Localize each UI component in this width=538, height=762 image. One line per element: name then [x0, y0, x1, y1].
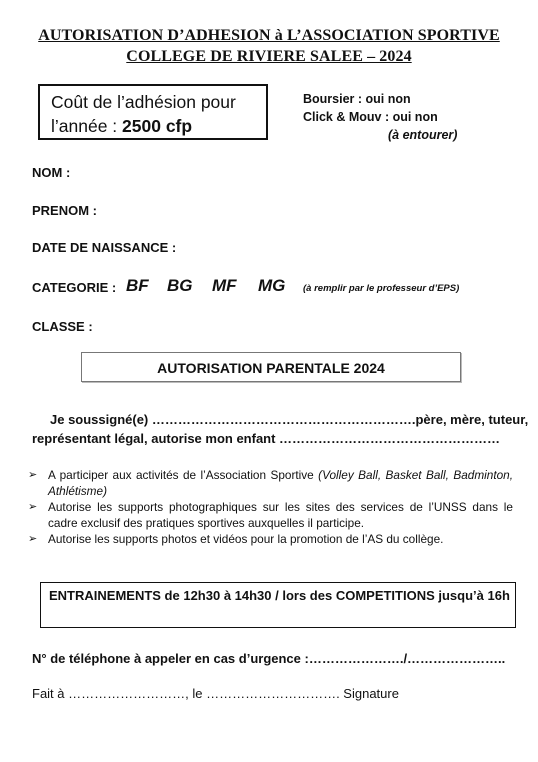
categorie-label: CATEGORIE :	[32, 280, 117, 295]
document-subtitle: COLLEGE DE RIVIERE SALEE – 2024	[126, 48, 412, 65]
categorie-option-mf[interactable]: MF	[212, 276, 237, 295]
training-schedule-box: ENTRAINEMENTS de 12h30 à 14h30 / lors des COMPETITIONS jusqu’à 16h	[40, 582, 516, 628]
emergency-phone-line: N° de téléphone à appeler en cas d’urgence :…………………./…………………..	[32, 651, 506, 666]
click-mouv-option[interactable]: Click & Mouv : oui non	[303, 110, 438, 124]
circle-note: (à entourer)	[388, 128, 458, 142]
date-naissance-label: DATE DE NAISSANCE :	[32, 240, 177, 255]
parental-authorization-heading: AUTORISATION PARENTALE 2024	[81, 352, 461, 382]
parental-line-2: représentant légal, autorise mon enfant ……………………………………………	[32, 431, 501, 446]
cost-line-2	[51, 114, 266, 138]
categorie-option-bf[interactable]: BF	[126, 276, 149, 295]
prenom-label: PRENOM :	[32, 203, 97, 218]
cost-line-1: Coût de l’adhésion pour	[51, 92, 236, 112]
signature-line: Fait à ………………………, le …………………………. Signature	[32, 686, 399, 701]
arrow-bullet-icon: ➢	[28, 501, 38, 513]
categorie-option-bg[interactable]: BG	[167, 276, 193, 295]
cost-line-2-prefix: l’année :	[51, 116, 123, 136]
document-title: AUTORISATION D’ADHESION à L’ASSOCIATION SPORTIVE	[38, 27, 500, 44]
list-item	[28, 467, 513, 499]
authorization-list	[28, 467, 513, 547]
bullet-text: Autorise les supports photos et vidéos pour la promotion de l’AS du collège.	[48, 532, 444, 546]
categorie-option-mg[interactable]: MG	[258, 276, 286, 295]
boursier-option[interactable]: Boursier : oui non	[303, 92, 411, 106]
classe-label: CLASSE :	[32, 319, 93, 334]
nom-label: NOM :	[32, 165, 71, 180]
parental-line-1: Je soussigné(e) …………………………………………………….père, mère, tuteur,	[50, 412, 529, 427]
membership-cost-box	[38, 84, 268, 140]
bullet-text: Autorise les supports photographiques sur les sites des services de l’UNSS dans le cadre exclusif des pratiques sportives auxquelles il participe.	[48, 500, 513, 530]
categorie-note: (à remplir par le professeur d’EPS)	[303, 283, 460, 294]
cost-amount: 2500 cfp	[122, 116, 193, 136]
list-item	[28, 499, 513, 531]
list-item	[28, 531, 513, 547]
bullet-sports-list: (Volley Ball, Basket Ball, Badminton, Athlétisme)	[48, 468, 513, 498]
bullet-text: A participer aux activités de l’Association Sportive	[48, 468, 319, 482]
arrow-bullet-icon: ➢	[28, 469, 38, 481]
arrow-bullet-icon: ➢	[28, 533, 38, 545]
